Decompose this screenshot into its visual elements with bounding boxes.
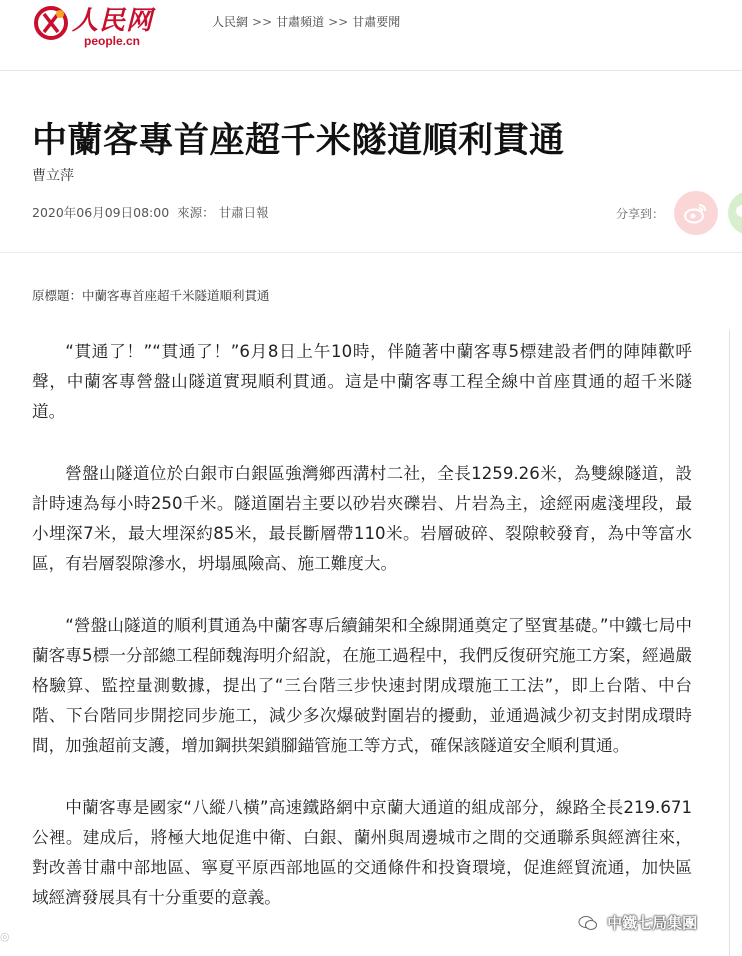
site-logo[interactable] <box>34 6 154 48</box>
people-logo-icon <box>34 6 68 40</box>
article-author: 曹立萍 <box>32 168 74 184</box>
watermark <box>578 912 697 936</box>
share-wechat-button[interactable] <box>728 191 742 235</box>
breadcrumb <box>212 14 400 30</box>
wechat-official-account-icon <box>578 913 598 933</box>
breadcrumb-item-home[interactable]: 人民網 <box>212 15 249 29</box>
share-weibo-button[interactable] <box>674 191 718 235</box>
article-paragraph: “貫通了！”“貫通了！”6月8日上午10時，伴隨著中蘭客專5標建設者們的陣陣歡呼聲，中蘭客專營盤山隧道實現順利貫通。這是中蘭客專工程全線中首座貫通的超千米隧道。 <box>32 342 692 421</box>
logo-chinese: 人民网 <box>72 6 154 36</box>
article-paragraph: 中蘭客專是國家“八縱八橫”高速鐵路網中京蘭大通道的組成部分，線路全長219.671公裡。建成后，將極大地促進中衛、白銀、蘭州與周邊城市之間的交通聯系與經濟往來，對改善甘肅中部地區、寧夏平原西部地區的交通條件和投資環境，促進經貿流通，加快區域經濟發展具有十分重要的意義。 <box>32 798 692 907</box>
header-divider <box>0 70 742 71</box>
original-title: 原標題：中蘭客專首座超千米隧道順利貫通 <box>32 288 270 303</box>
sidebar-divider <box>729 330 730 956</box>
logo-english: people.cn <box>84 34 141 48</box>
weibo-icon <box>684 202 708 224</box>
source-link[interactable]: 甘肅日報 <box>218 205 269 220</box>
article-title: 中蘭客專首座超千米隧道順利貫通 <box>32 121 565 162</box>
article-meta <box>32 204 273 222</box>
article-body <box>32 337 692 945</box>
article-paragraph: 營盤山隧道位於白銀市白銀區強灣鄉西溝村二社，全長1259.26米，為雙線隧道，設計時速為每小時250千米。隧道圍岩主要以砂岩夾礫岩、片岩為主，途經兩處淺埋段，最小埋深7米，最大埋深約85米，最長斷層帶110米。岩層破碎、裂隙較發育，為中等富水區，有岩層裂隙滲水，坍塌風險高、施工難度大。 <box>32 464 692 573</box>
share-label: 分享到： <box>616 207 665 221</box>
watermark-text: 中鐵七局集團 <box>607 914 698 932</box>
watermark-left-icon: ◎ <box>0 930 10 943</box>
breadcrumb-separator: >> <box>328 15 349 29</box>
article-paragraph: “營盤山隧道的順利貫通為中蘭客專后續鋪架和全線開通奠定了堅實基礎。”中鐵七局中蘭客專5標一分部總工程師魏海明介紹說，在施工過程中，我們反復研究施工方案，經過嚴格驗算、監控量測數據，提出了“三台階三步快速封閉成環施工工法”，即上台階、中台階、下台階同步開挖同步施工，減少多次爆破對圍岩的擾動，並通過減少初支封閉成環時間，加強超前支護，增加鋼拱架鎖腳錨管施工等方式，確保該隧道安全順利貫通。 <box>32 616 692 755</box>
breadcrumb-item-gansu[interactable]: 甘肅頻道 <box>276 15 325 29</box>
breadcrumb-separator: >> <box>252 15 273 29</box>
site-header <box>0 0 742 52</box>
breadcrumb-item-gansu-news[interactable]: 甘肅要聞 <box>352 15 401 29</box>
wechat-icon <box>734 202 742 224</box>
source-label: 來源： <box>177 205 215 220</box>
meta-divider <box>0 252 742 253</box>
publish-date: 2020年06月09日08:00 <box>32 205 170 220</box>
